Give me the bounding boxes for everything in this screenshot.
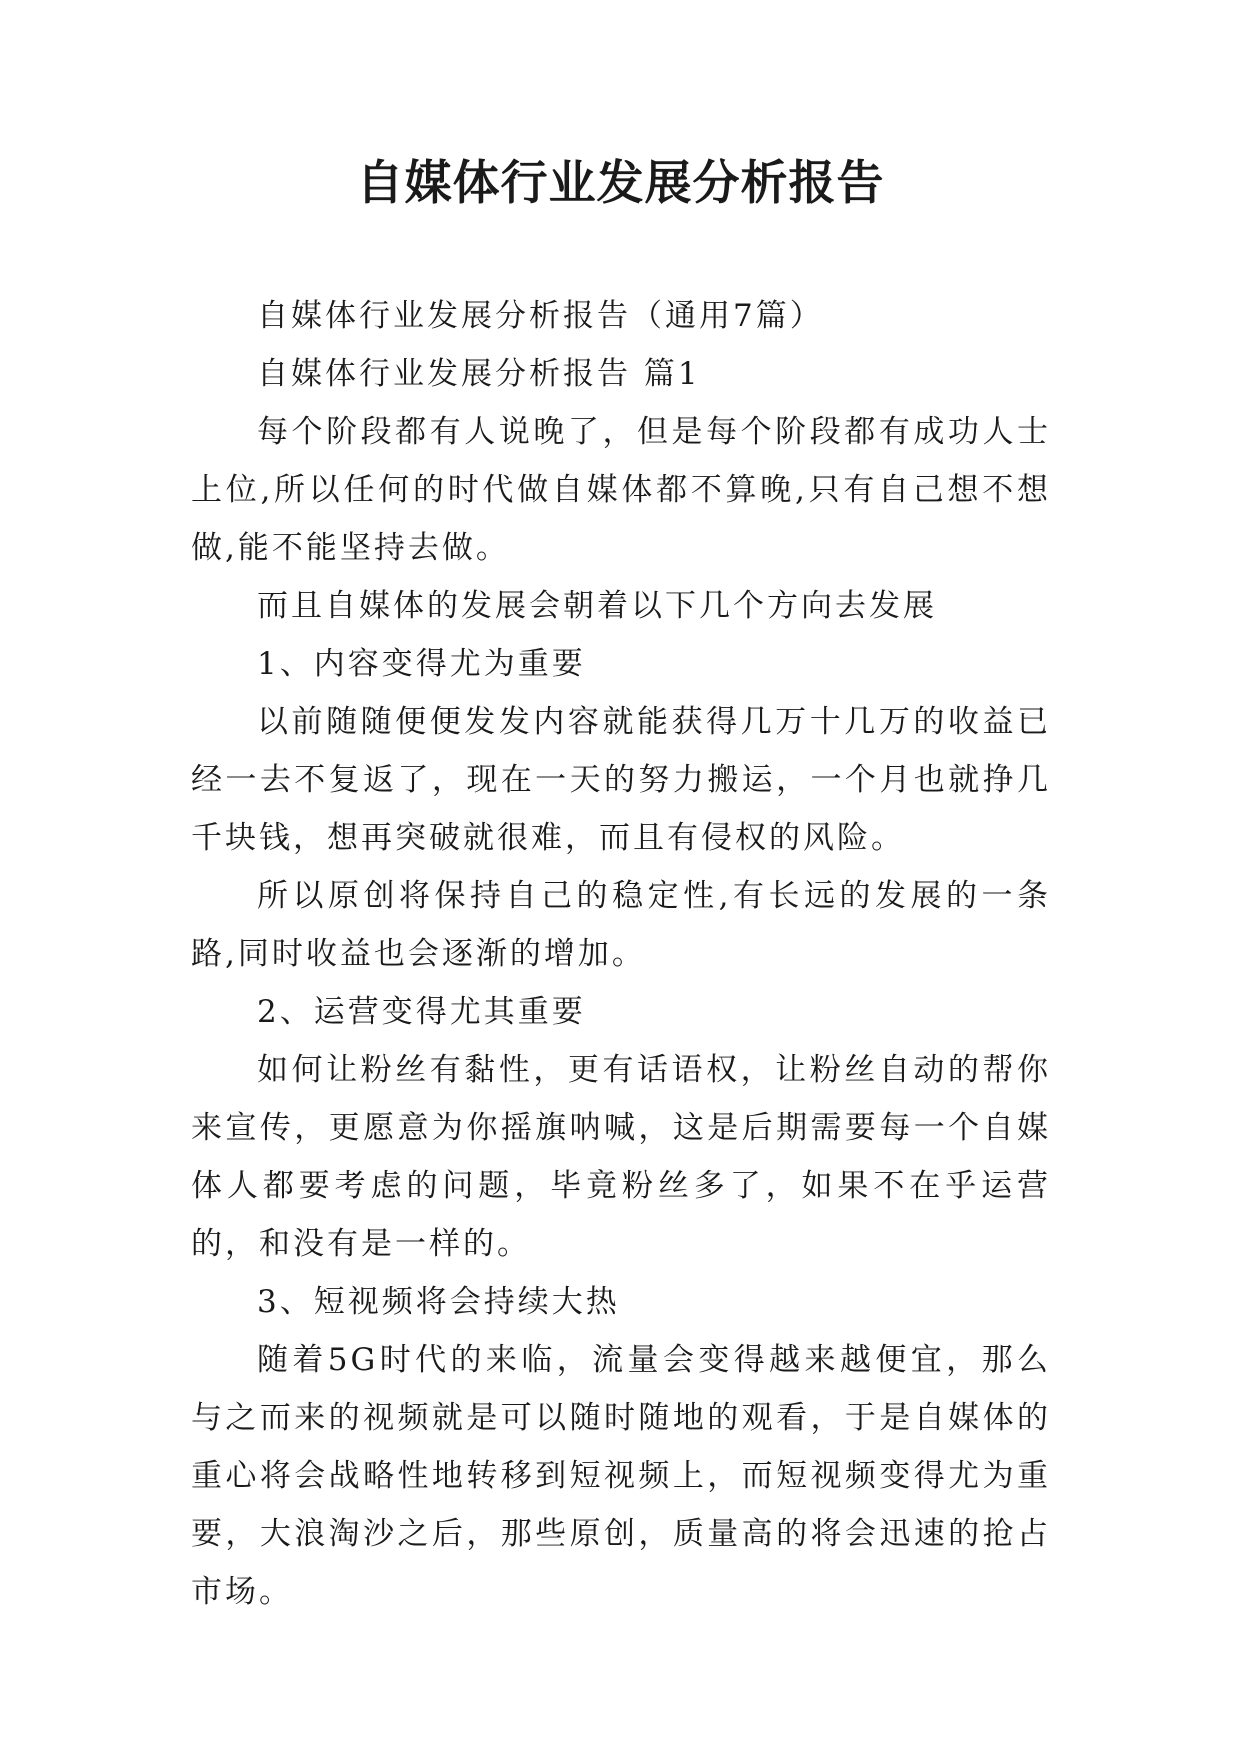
list-heading: 3、短视频将会持续大热 xyxy=(257,1284,620,1320)
subtitle-paragraph: 自媒体行业发展分析报告（通用7篇） xyxy=(257,298,824,334)
body-paragraph: 而且自媒体的发展会朝着以下几个方向去发展 xyxy=(257,588,937,624)
body-paragraph: 随着5G时代的来临，流量会变得越来越便宜，那么与之而来的视频就是可以随时随地的观看，于是自媒体的重心将会战略性地转移到短视频上，而短视频变得尤为重要，大浪淘沙之后，那些原创，质量高的将会迅速的抢占市场。 xyxy=(191,1342,1051,1610)
body-paragraph: 所以原创将保持自己的稳定性,有长远的发展的一条路,同时收益也会逐渐的增加。 xyxy=(191,878,1051,972)
list-heading: 2、运营变得尤其重要 xyxy=(257,994,586,1030)
body-paragraph: 每个阶段都有人说晚了，但是每个阶段都有成功人士上位,所以任何的时代做自媒体都不算晚,只有自己想不想做,能不能坚持去做。 xyxy=(191,414,1051,566)
body-paragraph: 如何让粉丝有黏性，更有话语权，让粉丝自动的帮你来宣传，更愿意为你摇旗呐喊，这是后期需要每一个自媒体人都要考虑的问题，毕竟粉丝多了，如果不在乎运营的，和没有是一样的。 xyxy=(191,1052,1051,1262)
list-heading: 1、内容变得尤为重要 xyxy=(257,646,586,682)
document-title: 自媒体行业发展分析报告 xyxy=(356,156,885,211)
section-heading: 自媒体行业发展分析报告 篇1 xyxy=(257,356,701,392)
body-paragraph: 以前随随便便发发内容就能获得几万十几万的收益已经一去不复返了，现在一天的努力搬运，一个月也就挣几千块钱，想再突破就很难，而且有侵权的风险。 xyxy=(191,704,1051,856)
document-body xyxy=(191,287,1051,1621)
